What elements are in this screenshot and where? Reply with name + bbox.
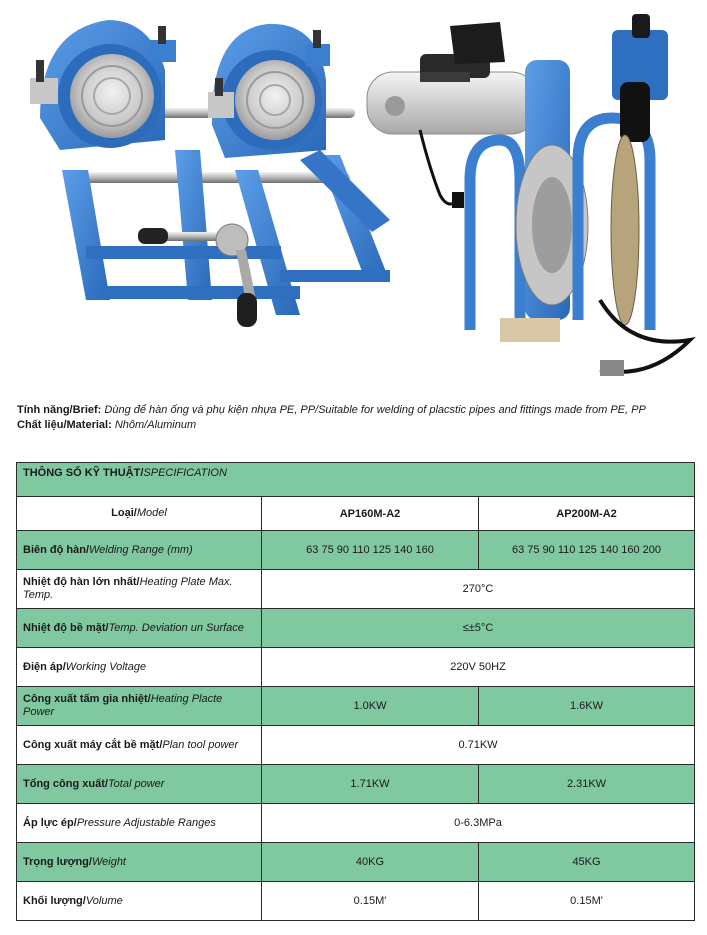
middle-clamp [208,24,330,158]
brief-block [17,403,697,433]
cell-a: 0.15M' [262,882,479,921]
model-b: AP200M-A2 [479,497,695,531]
row-label: Loại/Model [17,497,262,531]
material-text: Nhôm/Aluminum [114,419,197,431]
heating-plate [578,14,690,376]
table-row [17,765,695,804]
material-label: Chất liệu/Material: [17,419,112,431]
row-label: Khối lượng/Volume [17,882,262,921]
table-header: THÔNG SỐ KỸ THUẬT/SPECIFICATION [17,463,695,497]
cell-a: 1.0KW [262,687,479,726]
row-label: Điện áp/Working Voltage [17,648,262,687]
cell-a: 1.71KW [262,765,479,804]
cell-merged: 0-6.3MPa [262,804,695,843]
table-header-row [17,463,695,497]
table-row [17,882,695,921]
model-a: AP160M-A2 [262,497,479,531]
cell-b: 45KG [479,843,695,882]
row-label: Nhiệt độ hàn lớn nhất/Heating Plate Max. Temp. [17,570,262,609]
welding-machine-photo [0,0,707,392]
row-label: Biên độ hàn/Welding Range (mm) [17,531,262,570]
left-clamp [30,20,176,150]
table-row [17,531,695,570]
brief-label: Tính năng/Brief: [17,404,102,416]
brief-text: Dùng để hàn ống và phụ kiện nhựa PE, PP/Suitable for welding of placstic pipes and fittings made from PE, PP [104,404,646,416]
table-row [17,687,695,726]
row-label: Trọng lượng/Weight [17,843,262,882]
row-label: Nhiệt độ bề mặt/Temp. Deviation un Surface [17,609,262,648]
table-row [17,726,695,765]
cell-merged: 0.71KW [262,726,695,765]
product-photo [0,0,707,392]
material-line [17,418,697,433]
table-row [17,804,695,843]
planer-tool [367,22,588,342]
cell-b: 1.6KW [479,687,695,726]
table-row [17,609,695,648]
row-label: Công xuất máy cắt bề mặt/Plan tool power [17,726,262,765]
row-label: Áp lực ép/Pressure Adjustable Ranges [17,804,262,843]
brief-line [17,403,697,418]
cell-b: 0.15M' [479,882,695,921]
cell-b: 63 75 90 110 125 140 160 200 [479,531,695,570]
table-row [17,497,695,531]
cell-b: 2.31KW [479,765,695,804]
cell-merged: 220V 50HZ [262,648,695,687]
cell-merged: 270°C [262,570,695,609]
cell-a: 63 75 90 110 125 140 160 [262,531,479,570]
row-label: Công xuất tấm gia nhiệt/Heating Placte Power [17,687,262,726]
table-row [17,570,695,609]
table-row [17,843,695,882]
cell-a: 40KG [262,843,479,882]
spec-table [16,462,695,921]
cell-merged: ≤±5°C [262,609,695,648]
row-label: Tổng công xuất/Total power [17,765,262,804]
table-row [17,648,695,687]
